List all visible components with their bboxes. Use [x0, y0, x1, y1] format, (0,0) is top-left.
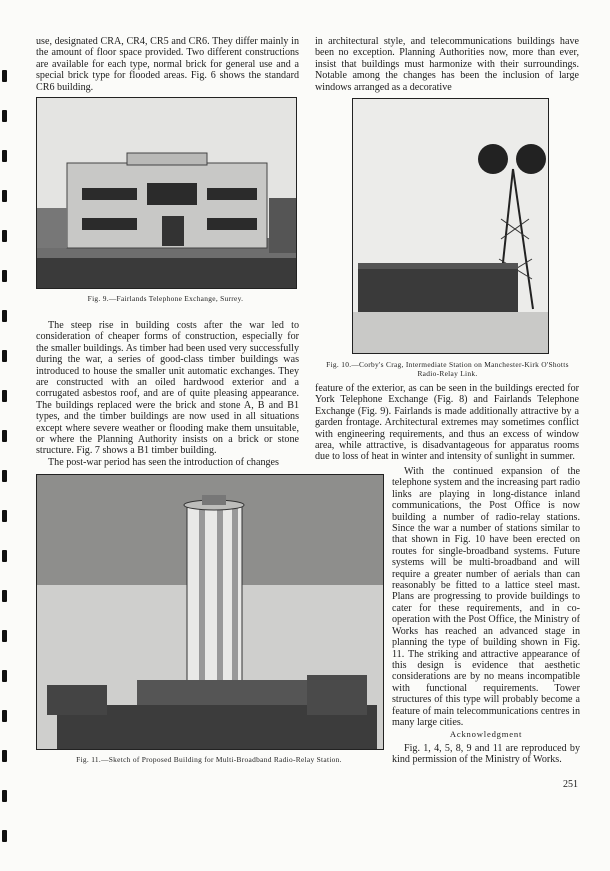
left-middle-column: [36, 320, 299, 468]
right-lower-paragraph: With the continued expansion of the telephone system and the increasing part radio links are playing in long-distance inland communications, the Post Office is now building a number of radio-relay stations. Since the war a number of stations similar to that shown in Fig. 10 have been erected on routes for single-broadband systems. Future systems will be multi-broadband and will require a greater number of aerials than can reasonably be fitted to a lattice steel mast. Plans are progressing to provide buildings to cater for these requirements, and in co-operation with the Post Office, the Ministry of Works has reached an advanced stage in planning the type of building shown in Fig. 11. The striking and attractive appearance of this design is evidence that aesthetic considerations are by no means incompatible with functional requirements. Tower structures of this type will probably become a feature of main telecommunications centres in many large cities.: [392, 466, 580, 728]
fig-11-sketch: [36, 474, 384, 750]
fig-10-caption: Fig. 10.—Corby's Crag, Intermediate Station on Manchester-Kirk O'Shotts Radio-Relay Link.: [326, 360, 569, 378]
fig-11-caption: Fig. 11.—Sketch of Proposed Building for Multi-Broadband Radio-Relay Station.: [76, 755, 342, 764]
right-top-paragraph: in architectural style, and telecommunications buildings have been no exception. Planning Authorities now, more than ever, insist that buildings must harmonize with their surroundings. Notable among the changes has been the inclusion of large windows arranged as a decorative: [315, 36, 579, 93]
left-middle-paragraph-2: The post-war period has seen the introduction of changes: [48, 456, 279, 468]
corbys-crag-station-image: [353, 99, 548, 353]
fig-9-caption: Fig. 9.—Fairlands Telephone Exchange, Surrey.: [87, 294, 244, 303]
ring-binding: [0, 0, 14, 871]
acknowledgment-heading: Acknowledgment: [449, 729, 523, 739]
left-top-paragraph: use, designated CRA, CR4, CR5 and CR6. They differ mainly in the amount of floor space provided. Two different constructions are available for each type, normal brick for general use and a special brick type for flooded areas. Fig. 6 shows the standard CR6 building.: [36, 36, 299, 93]
acknowledgment-text: Fig. 1, 4, 5, 8, 9 and 11 are reproduced by kind permission of the Ministry of Works.: [392, 743, 580, 766]
fairlands-exchange-image: [37, 98, 296, 288]
page-number: 251: [563, 779, 578, 790]
right-middle-paragraph: feature of the exterior, as can be seen in the buildings erected for York Telephone Exchange (Fig. 8) and Fairlands Telephone Exchange (Fig. 9). Fairlands is made additionally attractive by a garden frontage. Architectural extremes may sometimes conflict with engineering requirements, and thus an excess of window area, while attractive, is disadvantageous for apparatus rooms due to loss of heat in winter and intensity of sunlight in summer.: [315, 383, 579, 463]
left-middle-paragraph-1: The steep rise in building costs after the war led to consideration of cheaper forms of construction, especially for the smaller buildings. As timber had been used very successfully during the war, a series of good-class timber buildings was introduced to house the smaller unit automatic exchanges. They are constructed with an oiled hardwood exterior and a corrugated asbestos roof, and are of quite pleasing appearance. The buildings replaced were the brick and stone A, B and B1 types, and the timber buildings are now used in all situations except where severe weather or flooding make them unsuitable, or where the Planning Authority insists on a brick or stone structure. Fig. 7 shows a B1 timber building.: [36, 320, 299, 457]
fig-9-photo: [36, 97, 297, 289]
multi-broadband-station-sketch: [37, 475, 383, 749]
fig-10-photo: [352, 98, 549, 354]
